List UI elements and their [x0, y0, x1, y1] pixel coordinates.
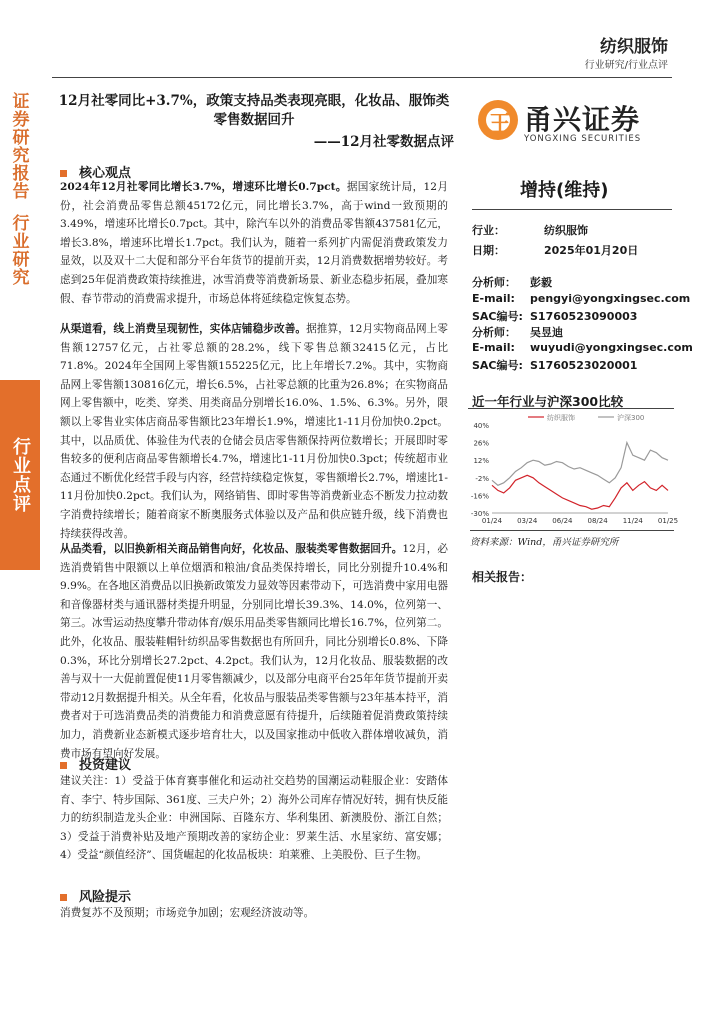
series-line-1: [492, 475, 668, 509]
company-logo: [478, 98, 678, 152]
header-category: 纺织服饰: [600, 37, 668, 57]
logo-mark-icon: 王: [478, 100, 518, 140]
rating-divider: [472, 209, 672, 210]
paragraph-overview: 2024年12月社零同比增长3.7%，增速环比增长0.7pct。据国家统计局，12月份，社会消费品零售总额45172亿元，同比增长3.7%，高于wind一致预期的3.49%，增速环比增长0.7pct。其中，除汽车以外的消费品零售额437581亿元，增长3.8%，增速环比增长1.7pct。我们认为，随着一系列扩内需促消费政策发力显效，以及双十二大促和部分平台年货节的提前开卖，12月消费数据增势较好。考虑到25年促消费政策持续推进，冰雪消费等消费新场景、新业态稳步拓展，叠加寒假、春节带动的消费需求提升，市场总体将延续稳定恢复态势。: [60, 181, 449, 305]
report-subtitle: ——12月社零数据点评: [313, 134, 454, 150]
report-title: 12月社零同比+3.7%，政策支持品类表现亮眼，化妆品、服饰类零售数据回升: [58, 93, 450, 128]
x-tick-label: 11/24: [622, 517, 643, 525]
side-bar: [0, 380, 40, 570]
side-bar-label: 行业点评: [10, 437, 31, 513]
section-bullet-icon: [60, 762, 67, 769]
rating: 增持(维持): [520, 180, 609, 201]
paragraph-risk: 消费复苏不及预期；市场竞争加剧；宏观经济波动等。: [60, 907, 315, 919]
y-tick-label: -30%: [470, 510, 489, 518]
y-tick-label: 26%: [473, 439, 489, 448]
section-bullet-icon: [60, 894, 67, 901]
chart-source: 资料来源：Wind，甬兴证券研究所: [470, 530, 674, 548]
header-divider: [52, 77, 672, 78]
y-tick-label: -2%: [475, 474, 489, 483]
chart-title: 近一年行业与沪深300比较: [472, 394, 624, 409]
info-analyst-1: 分析师： 彭毅: [472, 276, 552, 289]
comparison-chart: [468, 409, 679, 529]
logo-name-cn: 甬兴证券: [524, 103, 641, 136]
info-sac-2: SAC编号: S1760523020001: [472, 359, 638, 372]
section-core: 核心观点: [60, 162, 131, 181]
side-label-group: [0, 92, 38, 302]
section-risk: 风险提示: [60, 886, 131, 905]
info-analyst-2: 分析师： 吴昱迪: [472, 326, 563, 339]
related-reports: 相关报告：: [472, 570, 533, 584]
x-tick-label: 08/24: [587, 517, 608, 525]
info-sac-1: SAC编号: S1760523090003: [472, 310, 638, 323]
section-bullet-icon: [60, 170, 67, 177]
side-label-industry-research: 行业研究: [8, 214, 29, 286]
logo-name-en: YONGXING SECURITIES: [524, 134, 642, 144]
y-tick-label: 40%: [473, 422, 489, 430]
x-tick-label: 01/25: [657, 517, 679, 525]
info-email-2[interactable]: E-mail: wuyudi@yongxingsec.com: [472, 341, 693, 354]
chart-container: [468, 408, 679, 529]
y-tick-label: -16%: [470, 492, 489, 501]
legend-label: 沪深300: [617, 414, 645, 422]
legend-label: 纺织服饰: [547, 414, 575, 422]
side-label-research-report: 证券研究报告: [8, 92, 29, 200]
x-tick-label: 06/24: [552, 517, 573, 525]
paragraph-channel: 从渠道看，线上消费呈现韧性，实体店铺稳步改善。据推算，12月实物商品网上零售额12757亿元，占社零总额的28.2%，线下零售总额32415亿元，占比71.8%。2024年全国网上零售额155225亿元，比上年增长7.2%。其中，实物商品网上零售额130816亿元，增长6.5%，占社零总额的比重为26.8%；在实物商品网上零售额中，吃类、穿类、用类商品分别增长16.0%、1.5%、6.3%。另外，限额以上零售业实体店商品零售额比23年增长1.9%，增速比1-11月份加快0.2pct。其中，以品质优、体验佳为代表的仓储会员店零售额保持两位数增长；开展即时零售较多的便利店商品零售额增长4.7%，增速比1-11月份加快0.3pct；传统超市业态通过不断优化经营手段与内容，经营持续稳定恢复，零售额增长2.7%，增速比1-11月份加快0.2pct。我们认为，网络销售、即时零售等消费新业态不断发力拉动数字消费持续增长；随着商家不断奥服务式体验以及产品和供应链升级，线下消费也持续获得改善。: [60, 323, 448, 540]
paragraph-category: 从品类看，以旧换新相关商品销售向好，化妆品、服装类零售数据回升。12月，必选消费销售中限额以上单位烟酒和粮油/食品类保持增长，同比分别提升10.4%和9.9%。在各地区消费品以旧换新政策发力显效等因素带动下，可选消费中家用电器和音像器材类与通讯器材类提升明显，分别同比增长39.3%、14.0%，位列第一、第三。冰雪运动热度攀升带动体育/娱乐用品类零售额同比增长16.7%，位列第二。此外，化妆品、服装鞋帽针纺织品零售数据也有所回升，同比分别增长0.8%、下降0.3%，环比分别增长27.2pct、4.2pct。我们认为，12月化妆品、服装数据的改善与双十一大促前置促使11月零售额减少，以及部分电商平台25年年货节提前开卖带动12月数据提升相关。从全年看，化妆品与服装品类零售额与23年基本持平，消费者对于可选消费品类的消费能力和消费意愿有待提升，后续随着促消费政策持续加力，消费新业态新模式逐步培育壮大，以及国家推动中低收入群体增收减负，消费市场有望向好发展。: [60, 543, 449, 760]
info-date: 日期： 2025年01月20日: [472, 244, 639, 257]
section-invest: 投资建议: [60, 754, 131, 773]
paragraph-invest: 建议关注：1）受益于体育赛事催化和运动社交趋势的国潮运动鞋服企业：安踏体育、李宁、特步国际、361度、三夫户外；2）海外公司库存情况好转，拥有快反能力的纺织制造龙头企业：申洲国际、百隆东方、华利集团、新澳股份、浙江自然；3）受益于消费补贴及地产预期改善的家纺企业：罗莱生活、水星家纺、富安娜；4）受益“颜值经济”、国货崛起的化妆品板块：珀莱雅、上美股份、巨子生物。: [60, 775, 448, 862]
header-subcategory: 行业研究/行业点评: [584, 60, 668, 71]
x-tick-label: 01/24: [481, 517, 503, 525]
info-industry: 行业： 纺织服饰: [472, 224, 588, 237]
x-tick-label: 03/24: [517, 517, 538, 525]
y-tick-label: 12%: [473, 457, 489, 466]
info-email-1[interactable]: E-mail: pengyi@yongxingsec.com: [472, 292, 691, 305]
